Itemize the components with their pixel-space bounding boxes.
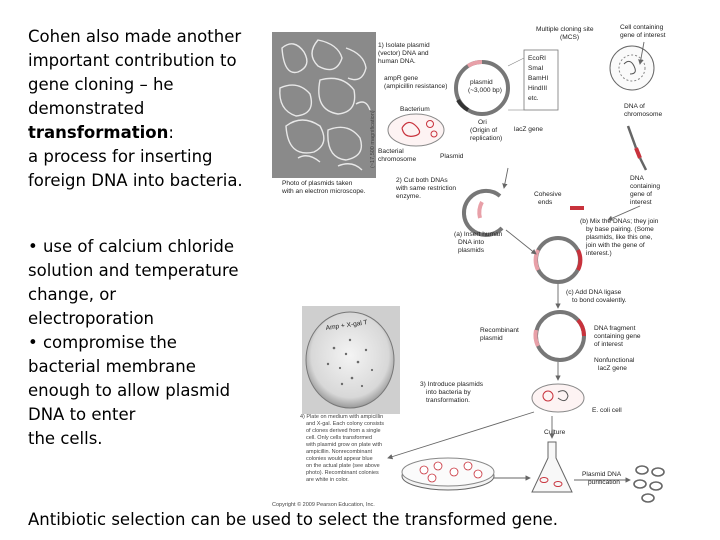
intro-paragraph [28,25,268,193]
step1-label: (vector) DNA and [378,50,429,57]
step4-label: colonies would appear blue [306,456,373,462]
purification-label: Plasmid DNA [582,471,622,478]
bullet-line: change, or [28,285,117,304]
insert-label: (a) Insert human [454,231,503,238]
step3-label: into bacteria by [426,389,471,396]
bacterium-diagram [378,106,464,163]
intro-line: Cohen also made another [28,27,242,46]
copyright: Copyright © 2009 Pearson Education, Inc. [272,502,375,508]
ligase-label: (c) Add DNA ligase [566,289,622,296]
step3-label: 3) Introduce plasmids [420,381,484,388]
step4-label: are white in color. [306,477,349,483]
plasmid-label: (~3,000 bp) [468,87,502,94]
em-scale: (~17,500 magnification) [370,110,376,168]
dna-gene-label: interest [630,199,652,206]
agar-plate-photo [302,306,400,414]
ori-label: replication) [470,135,503,142]
enzyme-label: SmaI [528,65,544,72]
step4-label: photo). Recombinant colonies [306,470,379,476]
em-caption: with an electron microscope. [282,188,366,195]
bullet-line: • compromise the [28,333,177,352]
recombinant-label: plasmid [480,335,503,342]
step2-label: with same restriction [396,185,457,192]
mix-label: (b) Mix the DNAs; they join [580,218,659,225]
bact-chrom-label: chromosome [378,156,417,163]
plasmid-diagram [456,62,508,114]
lacz-label: lacZ gene [514,126,543,133]
bullet-line: enough to allow plasmid [28,381,231,400]
intro-line: demonstrated [28,99,145,118]
cohesive-label: Cohesive [534,191,562,198]
enzyme-label: EcoRI [528,55,546,62]
ori-label: Ori [478,119,487,126]
insert-label: DNA into [458,239,485,246]
insert-label: plasmids [458,247,485,254]
recombinant-label: Recombinant [480,327,519,334]
amp-gene-label: ampR gene [384,75,419,82]
bottom-caption: Antibiotic selection can be used to select the transformed gene. [28,510,559,529]
recombinant-plasmid-diagram [480,312,641,372]
step1-label: 1) Isolate plasmid [378,42,430,49]
bullet-line: DNA to enter [28,405,136,424]
ecoli-label: E. coli cell [592,407,622,414]
step4-label: and X-gal. Each colony consists [306,421,384,427]
plasmid-callout: Plasmid [440,153,464,160]
mcs-label: (MCS) [560,34,580,41]
fragment-label: containing gene [594,333,641,340]
joined-plasmid-diagram [536,238,581,282]
intro-line: a process for inserting [28,147,213,166]
step4-label: ampicillin. Nonrecombinant [306,449,373,455]
step4-label: of clones derived from a single [306,428,381,434]
bact-chrom-label: Bacterial [378,148,404,155]
step2-label: 2) Cut both DNAs [396,177,448,184]
human-cell-diagram [610,24,666,206]
bullet-line: the cells. [28,429,103,448]
step4-label: 4) Plate on medium with ampicillin [300,414,384,420]
dna-chrom-label: DNA of [624,103,645,110]
bacterium-label: Bacterium [400,106,430,113]
mcs-label: Multiple cloning site [536,26,594,33]
dna-gene-label: gene of [630,191,652,198]
mix-label: join with the gene of [586,242,645,249]
dna-gene-label: DNA [630,175,644,182]
ecoli-cell-diagram [532,384,622,414]
mix-label: by base pairing. (Some [586,226,654,233]
mix-label: plasmids, like this one, [586,234,653,241]
gene-cloning-figure [268,18,718,508]
fragment-label: of interest [594,341,623,348]
electron-micrograph [272,32,376,195]
step4-label: on the actual plate (see above [306,463,380,469]
ligase-label: to bond covalently. [572,297,627,304]
step4-label: cell. Only cells transformed [306,435,373,441]
step4-label: with plasmid grow on plate with [306,442,383,448]
petri-dish-diagram [402,458,494,490]
enzyme-label: etc. [528,95,539,102]
plate-handwriting: Amp + X-gal T [325,319,369,332]
step3-label: transformation. [426,397,470,404]
intro-line: gene cloning – he [28,75,174,94]
intro-line [28,121,268,145]
purified-plasmids [634,466,664,502]
colon: : [168,123,174,142]
mix-label: interest.) [586,250,612,257]
cell-label: Cell containing [620,24,664,31]
ori-label: (Origin of [470,127,498,134]
fragment-label: DNA fragment [594,325,636,332]
cell-label: gene of interest [620,32,666,39]
step2-label: enzyme. [396,193,421,200]
plasmid-label: plasmid [470,79,493,86]
dna-chrom-label: chromosome [624,111,663,118]
step1-label: human DNA. [378,58,416,65]
bullet-line: electroporation [28,309,155,328]
intro-line: important contribution to [28,51,237,70]
enzyme-label: HindIII [528,85,548,92]
bullet-line: bacterial membrane [28,357,196,376]
transformation-term: transformation [28,123,169,142]
intro-line: foreign DNA into bacteria. [28,171,243,190]
dna-gene-label: containing [630,183,661,190]
bullet-line: solution and temperature [28,261,239,280]
enzyme-label: BamHI [528,75,549,82]
amp-gene-label: (ampicillin resistance) [384,83,448,90]
nonfunctional-label: Nonfunctional [594,357,635,364]
culture-flask-diagram [532,442,572,492]
nonfunctional-label: lacZ gene [598,365,627,372]
cohesive-label: ends [538,199,553,206]
cut-plasmid-diagram [464,191,562,235]
bullet-line: • use of calcium chloride [28,237,234,256]
bullet-paragraph [28,235,268,451]
em-caption: Photo of plasmids taken [282,180,353,187]
culture-label: Culture [544,429,566,436]
purification-label: purification [588,479,620,486]
